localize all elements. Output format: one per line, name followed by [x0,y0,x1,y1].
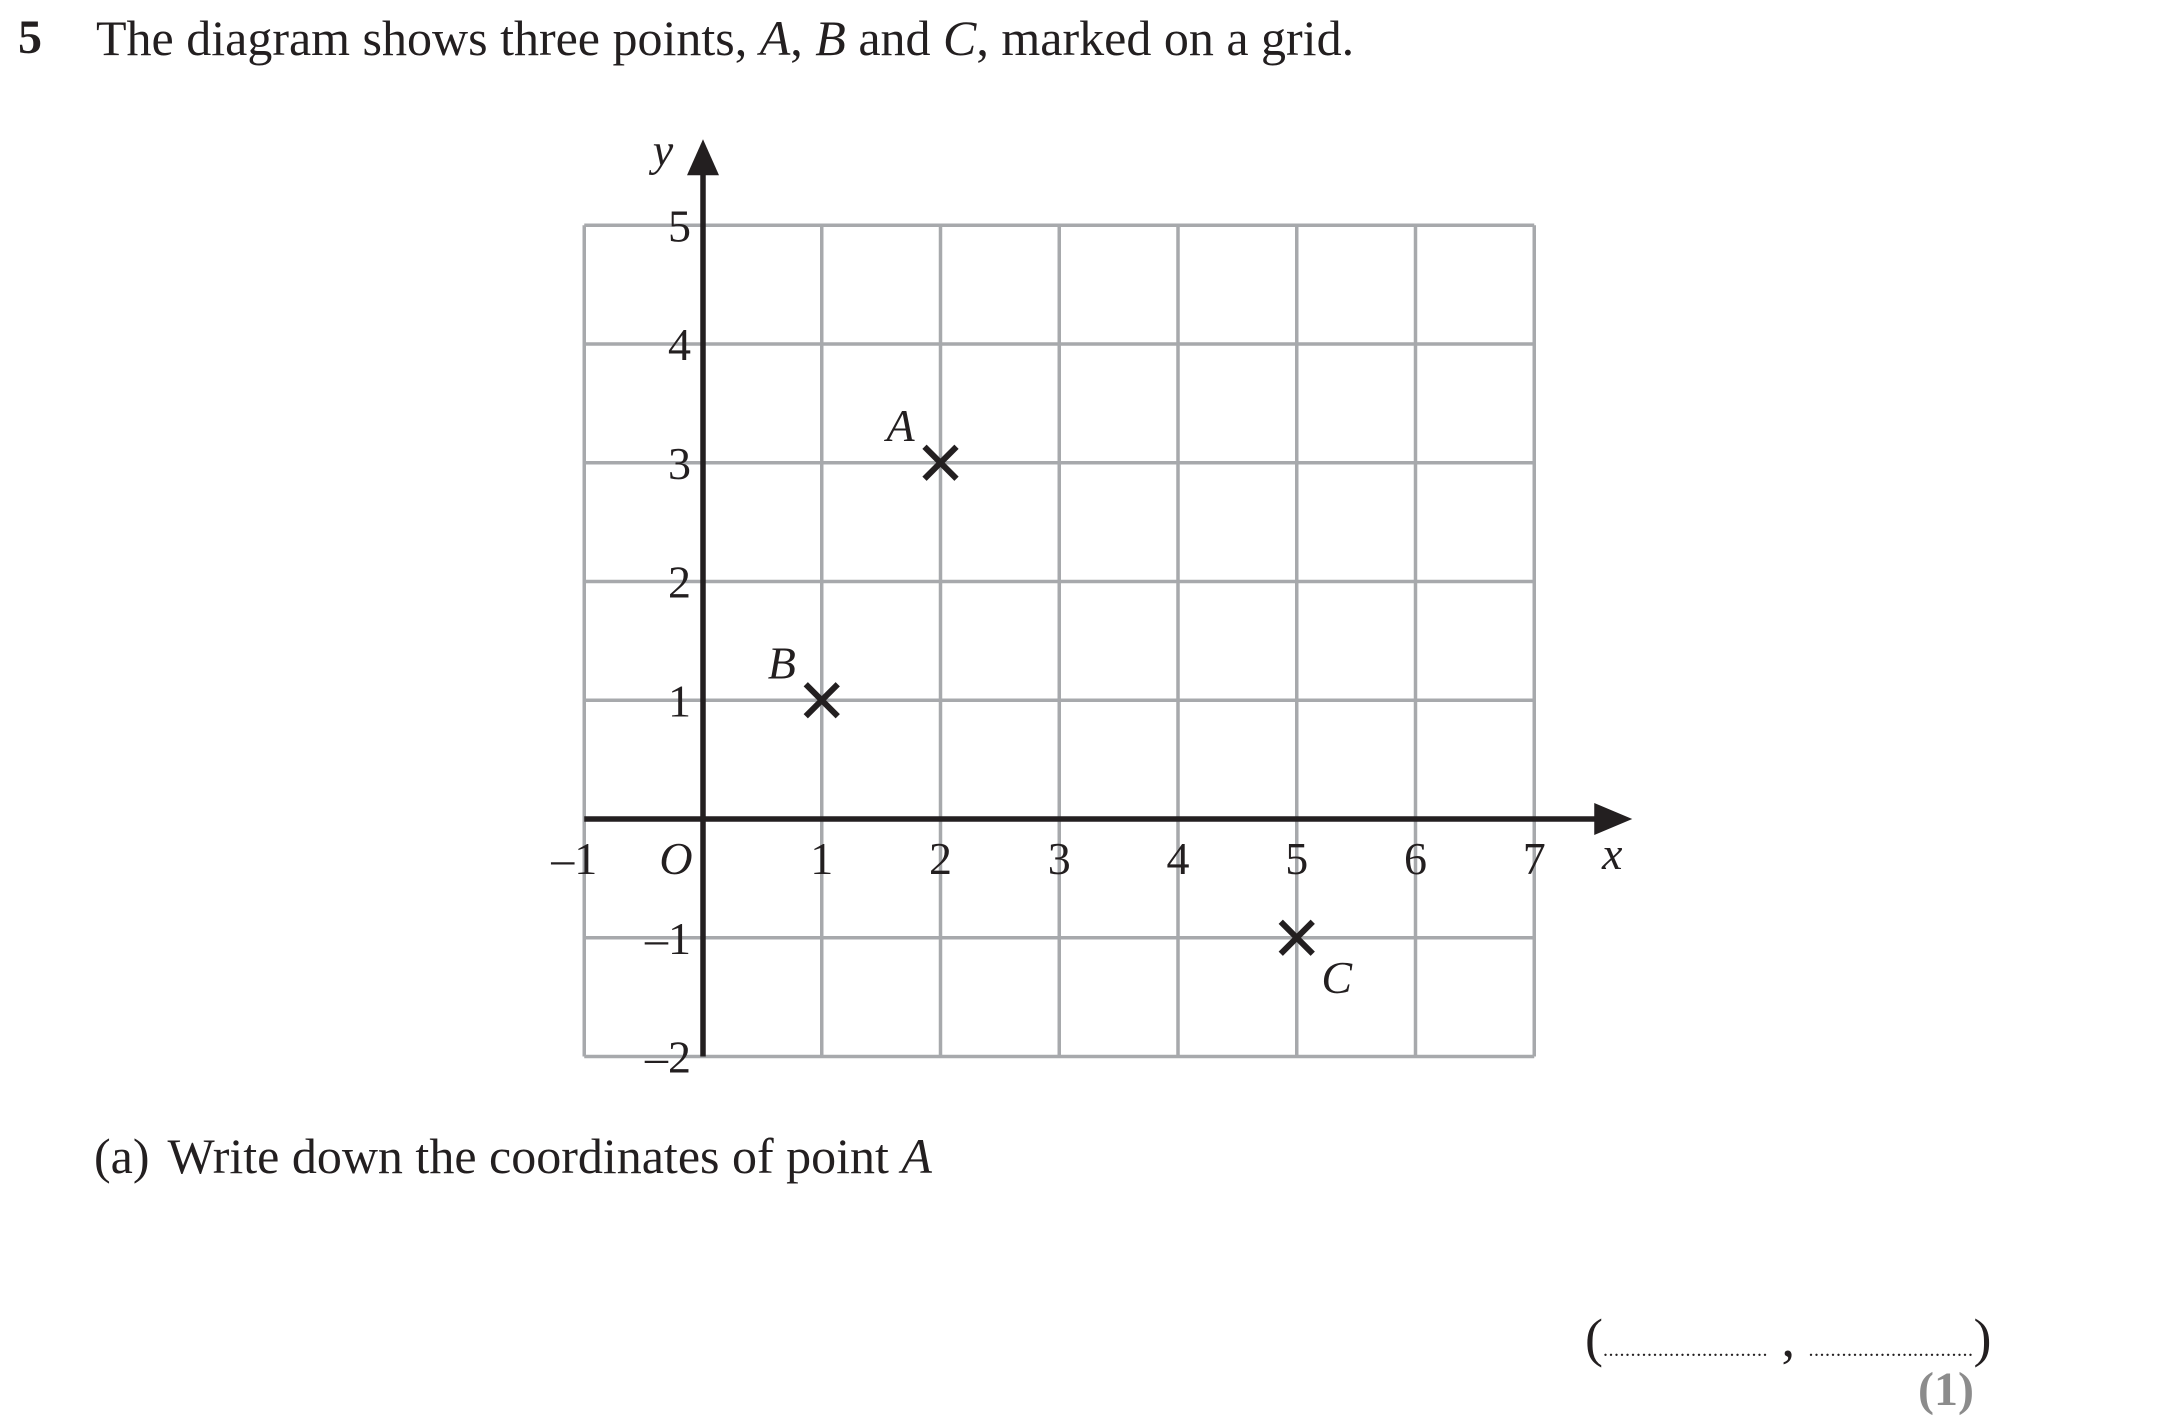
point-c-label: C [1321,951,1353,1003]
y-tick-label: 2 [668,556,691,608]
part-a-label: (a) [94,1128,150,1184]
stem-point-c: C [943,10,977,66]
point-a-label: A [886,399,915,451]
part-a-text: Write down the coordinates of point [167,1128,902,1184]
x-tick-label: 2 [929,833,952,884]
part-a-question [94,1126,932,1186]
y-tick-label: –1 [645,912,691,964]
x-tick-label: 7 [1522,833,1546,884]
answer-comma: , [1767,1308,1809,1368]
y-tick-label: 5 [668,200,691,252]
part-a-point: A [901,1128,932,1184]
marks-available: (1) [1918,1363,1974,1416]
y-axis-arrow-icon [687,139,719,175]
answer-open-paren: ( [1585,1308,1603,1368]
stem-point-a: A [759,10,791,66]
answer-y-blank[interactable]: .............................. [1808,1339,1974,1361]
stem-text-3: and [845,10,944,66]
stem-text-2: , [790,10,816,66]
x-tick-label: 3 [1047,833,1071,884]
y-tick-label: 4 [668,319,691,370]
axes [584,139,1632,1056]
x-axis-label: x [1602,828,1623,879]
stem-text-1: The diagram shows three points, [96,10,760,66]
x-tick-label: –1 [551,833,598,884]
y-axis-label: y [652,124,674,176]
answer-close-paren: ) [1973,1308,1992,1368]
grid-lines [584,225,1534,1056]
point-b-label: B [767,637,796,689]
x-tick-label: 5 [1285,833,1309,884]
x-tick-label: 4 [1166,833,1190,884]
y-tick-label: 1 [668,675,691,727]
stem-text-4: , marked on a grid. [976,10,1355,66]
y-tick-label: 3 [668,437,691,489]
answer-x-blank[interactable]: .............................. [1602,1339,1768,1361]
question-number: 5 [18,11,42,64]
y-tick-label: –2 [645,1031,691,1083]
x-tick-label: 6 [1404,833,1427,884]
origin-label: O [659,833,693,884]
stem-point-b: B [815,10,846,66]
x-tick-label: 1 [810,833,834,884]
